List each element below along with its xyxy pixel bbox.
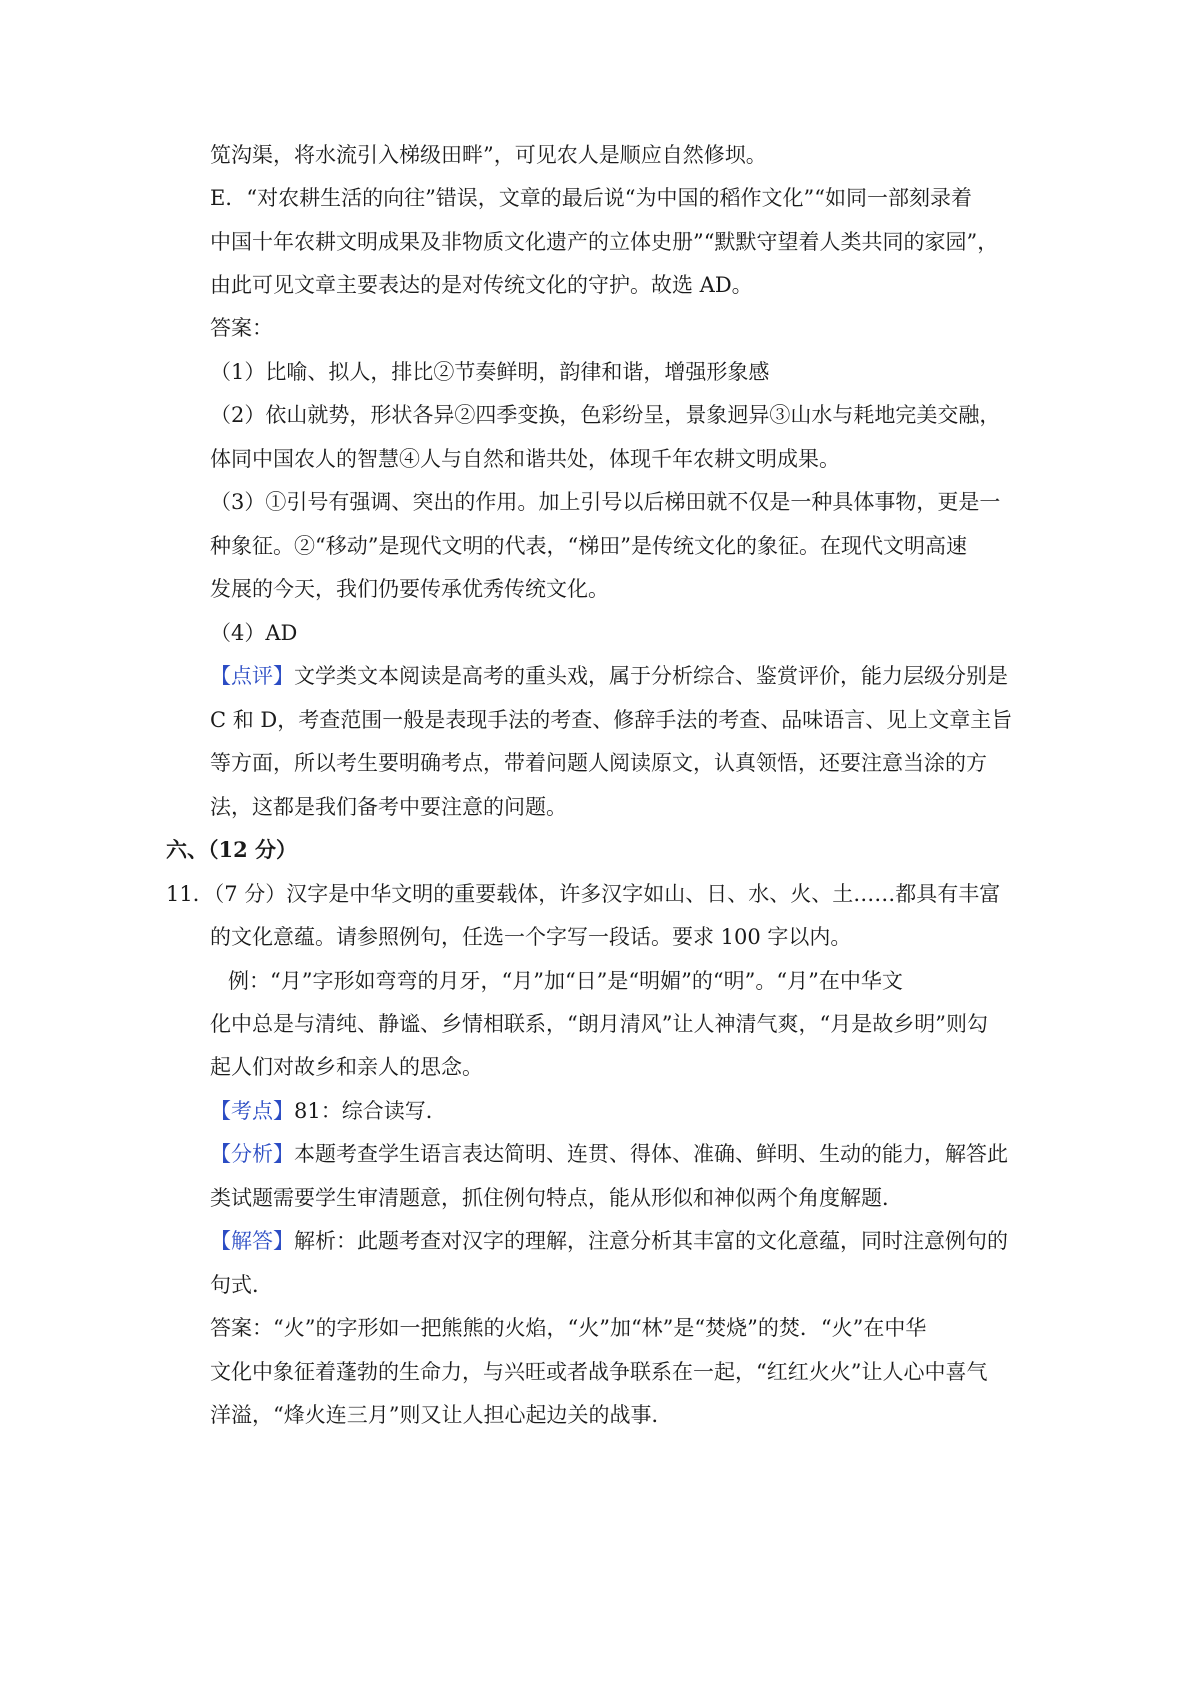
kaodian-paragraph	[210, 1096, 447, 1126]
text-line: 洋溢，“烽火连三月”则又让人担心起边关的战事．	[210, 1403, 673, 1427]
text-line: 等方面，所以考生要明确考点，带着问题人阅读原文，认真领悟，还要注意当涂的方	[210, 751, 987, 775]
text-line: 类试题需要学生审清题意，抓住例句特点，能从形似和神似两个角度解题．	[210, 1186, 903, 1210]
kaodian-tag: 【考点】	[210, 1099, 294, 1123]
text-line: 笕沟渠，将水流引入梯级田畔”，可见农人是顺应自然修坝。	[210, 143, 767, 167]
text-line: 由此可见文章主要表达的是对传统文化的守护。故选 AD。	[210, 273, 753, 297]
text-line: E．“对农耕生活的向往”错误，文章的最后说“为中国的稻作文化”“如同一部刻录着	[210, 186, 973, 210]
text-line: C 和 D，考查范围一般是表现手法的考查、修辞手法的考查、品味语言、见上文章主旨	[210, 708, 1013, 732]
answer-label: 答案：	[210, 316, 273, 340]
example-paragraph: 例：“月”字形如弯弯的月牙，“月”加“日”是“明媚”的“明”。“月”在中华文	[228, 969, 903, 993]
solution-paragraph	[210, 1226, 1008, 1256]
text-line: 文化中象征着蓬勃的生命力，与兴旺或者战争联系在一起，“红红火火”让人心中喜气	[210, 1360, 988, 1384]
text-line: 化中总是与清纯、静谧、乡情相联系，“朗月清风”让人神清气爽，“月是故乡明”则勾	[210, 1012, 988, 1036]
text-line: 法，这都是我们备考中要注意的问题。	[210, 795, 567, 819]
answer-item-2: （2）依山就势，形状各异②四季变换，色彩纷呈，景象迥异③山水与耗地完美交融，	[210, 403, 1001, 427]
comment-text: 文学类文本阅读是高考的重头戏，属于分析综合、鉴赏评价，能力层级分别是	[294, 664, 1008, 688]
text-line: 句式．	[210, 1273, 273, 1297]
section-heading: 六、（12 分）	[166, 837, 298, 862]
text-line: 起人们对故乡和亲人的思念。	[210, 1055, 483, 1079]
comment-paragraph	[210, 661, 1008, 691]
answer-item-3: （3）①引号有强调、突出的作用。加上引号以后梯田就不仅是一种具体事物，更是一	[210, 490, 1001, 514]
kaodian-text: 81：综合读写．	[294, 1099, 447, 1123]
solution-text: 解析：此题考查对汉字的理解，注意分析其丰富的文化意蕴，同时注意例句的	[294, 1229, 1008, 1253]
answer-item-4: （4）AD	[210, 621, 298, 645]
answer-item-1: （1）比喻、拟人，排比②节奏鲜明，韵律和谐，增强形象感	[210, 360, 770, 384]
text-line: 种象征。②“移动”是现代文明的代表，“梯田”是传统文化的象征。在现代文明高速	[210, 534, 967, 558]
text-line: 的文化意蕴。请参照例句，任选一个字写一段话。要求 100 字以内。	[210, 925, 852, 949]
text-line: 发展的今天，我们仍要传承优秀传统文化。	[210, 577, 609, 601]
text-line: 中国十年农耕文明成果及非物质文化遗产的立体史册”“默默守望着人类共同的家园”，	[210, 230, 999, 254]
analysis-text: 本题考查学生语言表达简明、连贯、得体、准确、鲜明、生动的能力，解答此	[294, 1142, 1008, 1166]
answer-paragraph: 答案：“火”的字形如一把熊熊的火焰，“火”加“林”是“焚烧”的焚．“火”在中华	[210, 1316, 927, 1340]
analysis-tag: 【分析】	[210, 1142, 294, 1166]
solution-tag: 【解答】	[210, 1229, 294, 1253]
comment-tag: 【点评】	[210, 664, 294, 688]
text-line: 体同中国农人的智慧④人与自然和谐共处，体现千年农耕文明成果。	[210, 447, 840, 471]
question-11-stem: 11．（7 分）汉字是中华文明的重要载体，许多汉字如山、日、水、火、土……都具有丰富	[166, 882, 1001, 906]
analysis-paragraph	[210, 1139, 1008, 1169]
